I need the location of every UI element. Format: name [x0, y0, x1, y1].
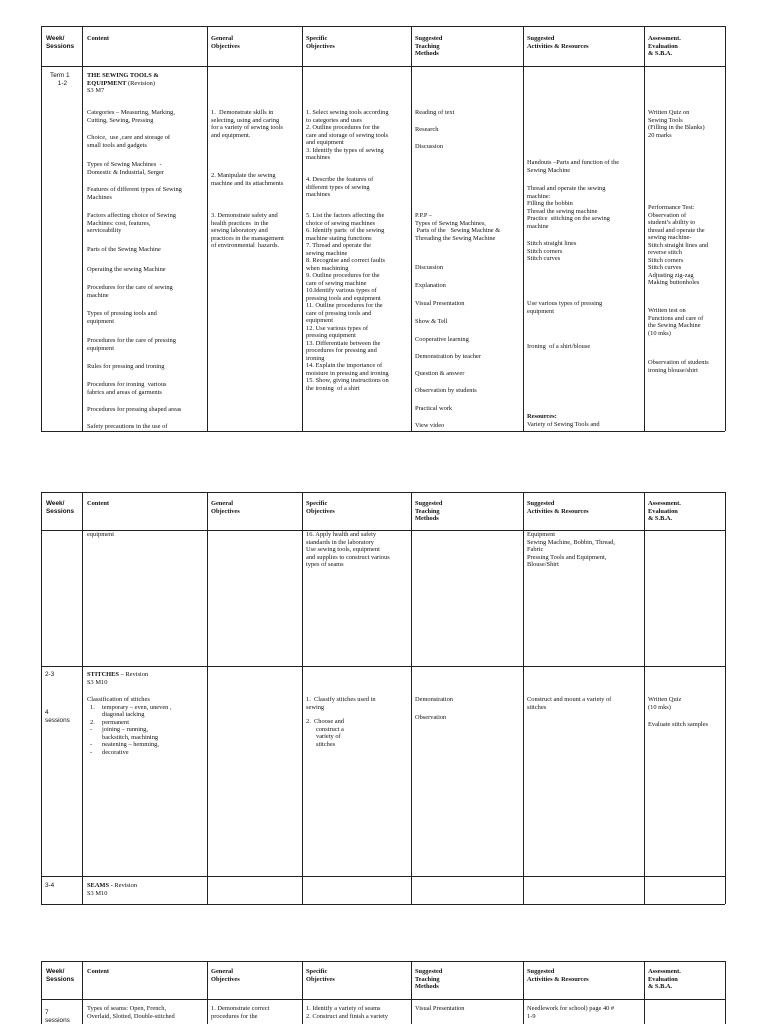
teaching-cell: Visual Presentation [415, 1005, 465, 1012]
header-general: General Objectives [211, 35, 240, 50]
header-general: General Objectives [211, 968, 240, 983]
header-activities: Suggested Activities & Resources [527, 968, 589, 983]
header-week: Week/ Sessions [46, 500, 75, 515]
week-cell: Term 1 1-2 [50, 72, 70, 87]
header-activities: Suggested Activities & Resources [527, 35, 589, 50]
header-content: Content [87, 500, 110, 507]
header-specific: Specific Objectives [306, 968, 335, 983]
header-content: Content [87, 35, 110, 42]
header-general: General Objectives [211, 500, 240, 515]
header-teaching: Suggested Teaching Methods [415, 35, 443, 58]
header-week: Week/ Sessions [46, 968, 75, 983]
header-specific: Specific Objectives [306, 35, 335, 50]
header-teaching: Suggested Teaching Methods [415, 968, 443, 991]
header-content: Content [87, 968, 110, 975]
header-assessment: Assessment. Evaluation & S.B.A. [648, 35, 681, 58]
header-teaching: Suggested Teaching Methods [415, 500, 443, 523]
week-cell: 3-4 [45, 882, 55, 889]
header-activities: Suggested Activities & Resources [527, 500, 589, 515]
header-specific: Specific Objectives [306, 500, 335, 515]
header-week: Week/ Sessions [46, 35, 75, 50]
header-assessment: Assessment. Evaluation & S.B.A. [648, 500, 681, 523]
content-cell: equipment [87, 531, 114, 538]
header-assessment: Assessment. Evaluation & S.B.A. [648, 968, 681, 991]
